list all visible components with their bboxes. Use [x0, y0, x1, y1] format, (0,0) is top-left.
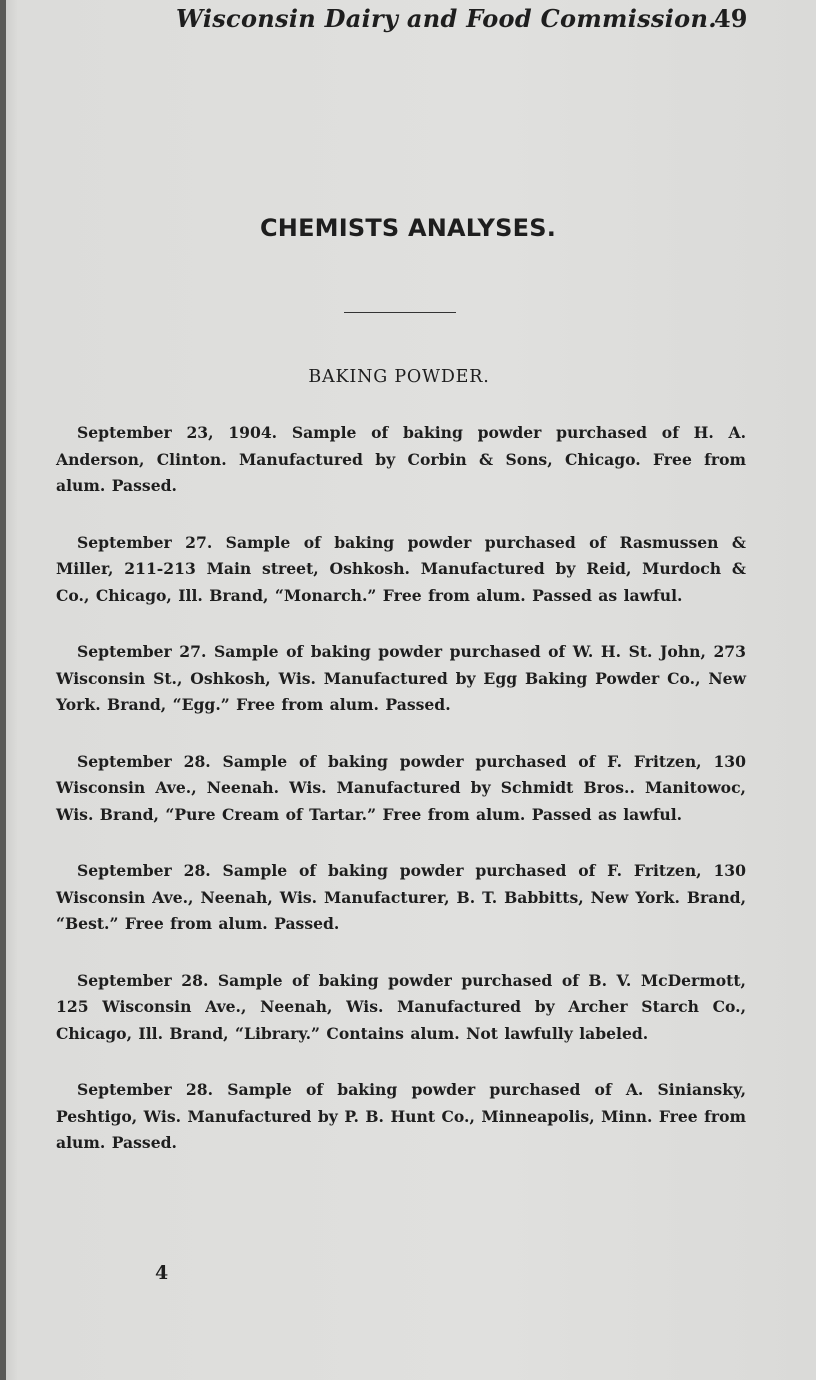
analysis-entry: September 28. Sample of baking powder purchased of A. Siniansky, Peshtigo, Wis. Manufactured by P. B. Hunt Co., Minneapolis, Minn. Free from alum. Passed.	[56, 1080, 746, 1152]
section-heading: BAKING POWDER.	[308, 367, 490, 387]
running-title: Wisconsin Dairy and Food Commission.	[176, 4, 717, 33]
analysis-entry: September 27. Sample of baking powder purchased of W. H. St. John, 273 Wisconsin St., Oshkosh, Wis. Manufactured by Egg Baking Powder Co., New York. Brand, “Egg.” Free from alum. Passed.	[56, 642, 746, 714]
analysis-entry: September 23, 1904. Sample of baking powder purchased of H. A. Anderson, Clinton. Manufactured by Corbin & Sons, Chicago. Free from alum. Passed.	[56, 423, 746, 495]
analysis-entry: September 27. Sample of baking powder purchased of Rasmussen & Miller, 211-213 Main street, Oshkosh. Manufactured by Reid, Murdoch & Co., Chicago, Ill. Brand, “Monarch.” Free from alum. Passed as lawful.	[56, 532, 746, 605]
analysis-entries	[56, 420, 746, 1187]
page-number: 49	[714, 4, 748, 33]
page-binding-edge	[0, 0, 6, 1380]
signature-mark: 4	[155, 1262, 169, 1284]
analysis-entry: September 28. Sample of baking powder purchased of F. Fritzen, 130 Wisconsin Ave., Neenah, Wis. Manufacturer, B. T. Babbitts, New York. Brand, “Best.” Free from alum. Passed.	[56, 861, 746, 933]
title-divider	[344, 312, 456, 313]
analysis-entry: September 28. Sample of baking powder purchased of F. Fritzen, 130 Wisconsin Ave., Neenah. Wis. Manufactured by Schmidt Bros.. Manitowoc, Wis. Brand, “Pure Cream of Tartar.” Free from alum. Passed as lawful.	[56, 751, 746, 824]
page-title: CHEMISTS ANALYSES.	[259, 214, 557, 242]
analysis-entry: September 28. Sample of baking powder purchased of B. V. McDermott, 125 Wisconsin Ave., Neenah, Wis. Manufactured by Archer Starch Co., Chicago, Ill. Brand, “Library.” Contains alum. Not lawfully labeled.	[56, 970, 746, 1043]
